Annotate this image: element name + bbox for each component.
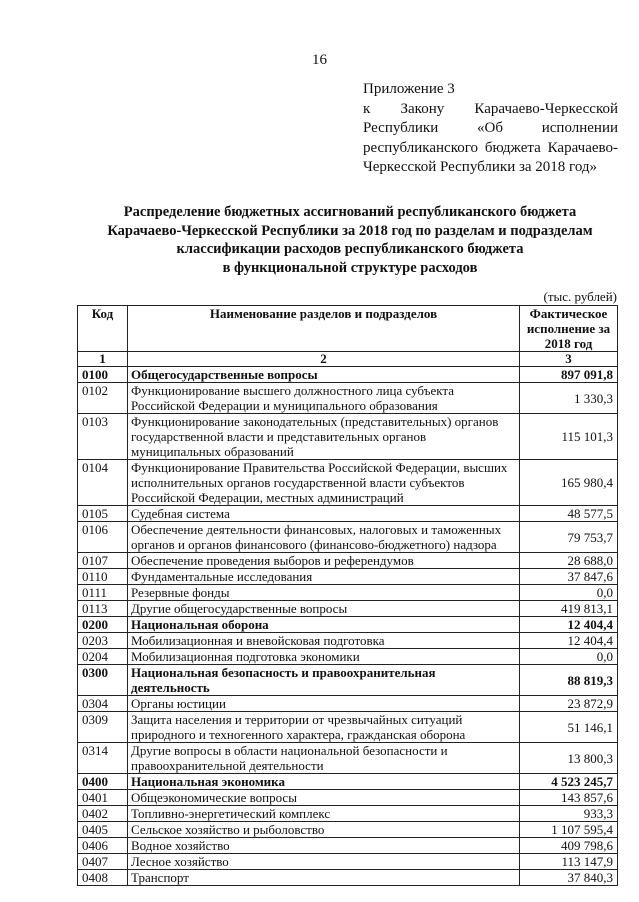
row-code: 0107 [78, 553, 128, 569]
budget-table [77, 305, 618, 886]
row-value: 28 688,0 [520, 553, 618, 569]
table-row [78, 522, 618, 553]
row-name: Сельское хозяйство и рыболовство [128, 822, 520, 838]
row-name: Национальная экономика [128, 774, 520, 790]
row-name: Национальная безопасность и правоохранительная деятельность [128, 665, 520, 696]
row-value: 409 798,6 [520, 838, 618, 854]
table-row [78, 854, 618, 870]
table-row [78, 585, 618, 601]
row-value: 1 107 595,4 [520, 822, 618, 838]
row-name: Другие вопросы в области национальной безопасности и правоохранительной деятельности [128, 743, 520, 774]
row-code: 0400 [78, 774, 128, 790]
table-row [78, 806, 618, 822]
row-name: Национальная оборона [128, 617, 520, 633]
row-value: 115 101,3 [520, 414, 618, 460]
table-row [78, 383, 618, 414]
appendix-note [363, 80, 618, 178]
row-value: 143 857,6 [520, 790, 618, 806]
row-code: 0204 [78, 649, 128, 665]
row-code: 0407 [78, 854, 128, 870]
row-code: 0104 [78, 460, 128, 506]
unit-label: (тыс. рублей) [543, 289, 617, 304]
appendix-line: Приложение 3 [363, 81, 455, 97]
row-value: 23 872,9 [520, 696, 618, 712]
table-row [78, 774, 618, 790]
row-name: Мобилизационная и вневойсковая подготовка [128, 633, 520, 649]
row-code: 0314 [78, 743, 128, 774]
table-row [78, 601, 618, 617]
row-value: 933,3 [520, 806, 618, 822]
row-value: 12 404,4 [520, 617, 618, 633]
appendix-line: Черкесской Республики за 2018 год» [363, 159, 598, 175]
row-value: 48 577,5 [520, 506, 618, 522]
row-value: 13 800,3 [520, 743, 618, 774]
row-name: Транспорт [128, 870, 520, 886]
row-name: Другие общегосударственные вопросы [128, 601, 520, 617]
row-value: 0,0 [520, 649, 618, 665]
column-number: 3 [520, 352, 618, 367]
row-code: 0401 [78, 790, 128, 806]
row-name: Обеспечение проведения выборов и референдумов [128, 553, 520, 569]
row-name: Функционирование высшего должностного лица субъекта Российской Федерации и муниципального образования [128, 383, 520, 414]
title-line: Распределение бюджетных ассигнований республиканского бюджета [123, 204, 577, 220]
table-row [78, 712, 618, 743]
row-code: 0300 [78, 665, 128, 696]
row-code: 0106 [78, 522, 128, 553]
row-value: 37 840,3 [520, 870, 618, 886]
row-name: Судебная система [128, 506, 520, 522]
row-code: 0102 [78, 383, 128, 414]
row-name: Топливно-энергетический комплекс [128, 806, 520, 822]
row-code: 0406 [78, 838, 128, 854]
row-name: Органы юстиции [128, 696, 520, 712]
row-code: 0105 [78, 506, 128, 522]
row-code: 0309 [78, 712, 128, 743]
table-row [78, 633, 618, 649]
row-code: 0100 [78, 367, 128, 383]
title-line: Карачаево-Черкесской Республики за 2018 год по разделам и подразделам [107, 222, 593, 239]
row-code: 0408 [78, 870, 128, 886]
row-value: 88 819,3 [520, 665, 618, 696]
row-name: Фундаментальные исследования [128, 569, 520, 585]
table-row [78, 414, 618, 460]
row-value: 37 847,6 [520, 569, 618, 585]
table-row [78, 617, 618, 633]
row-value: 165 980,4 [520, 460, 618, 506]
table-row [78, 569, 618, 585]
column-number: 2 [128, 352, 520, 367]
row-code: 0110 [78, 569, 128, 585]
row-name: Мобилизационная подготовка экономики [128, 649, 520, 665]
row-value: 51 146,1 [520, 712, 618, 743]
title-line: классификации расходов республиканского бюджета [176, 241, 524, 257]
row-code: 0405 [78, 822, 128, 838]
table-row [78, 665, 618, 696]
table-row [78, 696, 618, 712]
row-code: 0111 [78, 585, 128, 601]
title-line: в функциональной структуре расходов [222, 259, 478, 276]
appendix-line: Республики «Об исполнении [363, 120, 618, 136]
column-number-row [78, 352, 618, 367]
table-header-row [78, 306, 618, 352]
row-name: Функционирование Правительства Российской Федерации, высших исполнительных органов государственной власти субъектов Российской Федерации, местных администраций [128, 460, 520, 506]
table-row [78, 822, 618, 838]
row-name: Общегосударственные вопросы [128, 367, 520, 383]
table-row [78, 743, 618, 774]
row-code: 0113 [78, 601, 128, 617]
row-code: 0200 [78, 617, 128, 633]
table-row [78, 870, 618, 886]
row-value: 419 813,1 [520, 601, 618, 617]
header-code: Код [78, 306, 128, 352]
document-title [70, 203, 630, 277]
page-number: 16 [312, 52, 327, 68]
header-value: Фактическое исполнение за 2018 год [520, 306, 618, 352]
row-value: 113 147,9 [520, 854, 618, 870]
row-value: 12 404,4 [520, 633, 618, 649]
row-name: Лесное хозяйство [128, 854, 520, 870]
table-row [78, 838, 618, 854]
row-name: Обеспечение деятельности финансовых, налоговых и таможенных органов и органов финансового (финансово-бюджетного) надзора [128, 522, 520, 553]
row-code: 0103 [78, 414, 128, 460]
table-row [78, 367, 618, 383]
row-value: 0,0 [520, 585, 618, 601]
row-name: Общеэкономические вопросы [128, 790, 520, 806]
column-number: 1 [78, 352, 128, 367]
row-name: Функционирование законодательных (представительных) органов государственной власти и представительных органов муниципальных образований [128, 414, 520, 460]
row-name: Водное хозяйство [128, 838, 520, 854]
row-name: Резервные фонды [128, 585, 520, 601]
row-value: 4 523 245,7 [520, 774, 618, 790]
row-name: Защита населения и территории от чрезвычайных ситуаций природного и техногенного характера, гражданская оборона [128, 712, 520, 743]
row-code: 0304 [78, 696, 128, 712]
row-value: 1 330,3 [520, 383, 618, 414]
header-name: Наименование разделов и подразделов [128, 306, 520, 352]
table-row [78, 460, 618, 506]
appendix-line: республиканского бюджета Карачаево- [363, 139, 618, 156]
table-row [78, 649, 618, 665]
row-code: 0203 [78, 633, 128, 649]
table-row [78, 790, 618, 806]
row-code: 0402 [78, 806, 128, 822]
table-row [78, 553, 618, 569]
row-value: 897 091,8 [520, 367, 618, 383]
table-row [78, 506, 618, 522]
appendix-line: к Закону Карачаево-Черкесской [363, 100, 618, 117]
row-value: 79 753,7 [520, 522, 618, 553]
